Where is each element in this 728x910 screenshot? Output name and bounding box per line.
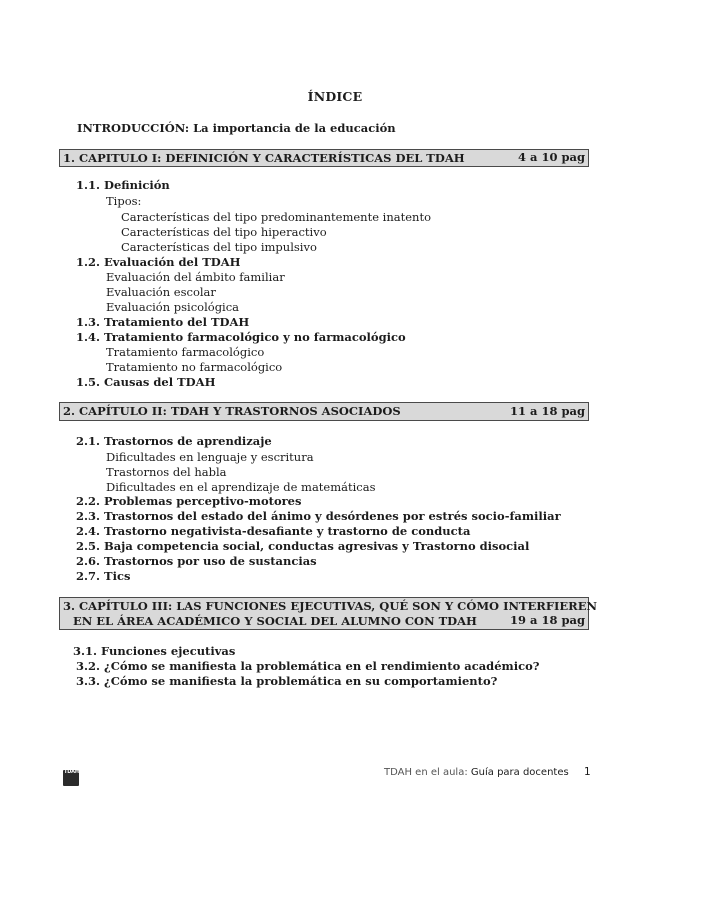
subitem-lenguaje-escritura: Dificultades en lenguaje y escritura — [106, 450, 314, 464]
chapter-2-title: 2. CAPÍTULO II: TDAH Y TRASTORNOS ASOCIADOS — [63, 404, 401, 418]
footer-prefix: TDAH en el aula: — [384, 767, 468, 778]
chapter-3-pages: 19 a 18 pag — [509, 613, 585, 627]
chapter-3-header — [59, 597, 597, 630]
section-1-3: 1.3. Tratamiento del TDAH — [76, 315, 250, 329]
subitem-matematicas: Dificultades en el aprendizaje de matemáticas — [106, 480, 376, 494]
subitem-trastornos-habla: Trastornos del habla — [106, 465, 227, 479]
chapter-2-header — [59, 402, 589, 421]
subitem-evaluacion-psicologica: Evaluación psicológica — [106, 300, 240, 314]
page-title: ÍNDICE — [307, 89, 363, 104]
subitem-evaluacion-familiar: Evaluación del ámbito familiar — [106, 270, 285, 284]
section-1-4: 1.4. Tratamiento farmacológico y no farmacológico — [76, 330, 406, 344]
introduction-entry: INTRODUCCIÓN: La importancia de la educación — [77, 121, 396, 135]
section-2-3: 2.3. Trastornos del estado del ánimo y desórdenes por estrés socio-familiar — [76, 509, 561, 523]
subitem-evaluacion-escolar: Evaluación escolar — [106, 285, 216, 299]
subitem-impulsivo: Características del tipo impulsivo — [121, 240, 317, 254]
section-2-1: 2.1. Trastornos de aprendizaje — [76, 434, 272, 448]
section-1-2: 1.2. Evaluación del TDAH — [76, 255, 241, 269]
chapter-3-title-line-1: 3. CAPÍTULO III: LAS FUNCIONES EJECUTIVAS, QUÉ SON Y CÓMO INTERFIEREN — [63, 599, 597, 613]
section-2-2: 2.2. Problemas perceptivo-motores — [76, 494, 302, 508]
chapter-1-header — [59, 149, 589, 167]
section-3-3: 3.3. ¿Cómo se manifiesta la problemática en su comportamiento? — [76, 674, 498, 688]
page-number: 1 — [584, 766, 591, 778]
section-1-5: 1.5. Causas del TDAH — [76, 375, 216, 389]
subitem-tipos: Tipos: — [106, 194, 142, 208]
section-2-6: 2.6. Trastornos por uso de sustancias — [76, 554, 317, 568]
subitem-tratamiento-farmacologico: Tratamiento farmacológico — [106, 345, 265, 359]
section-1-1: 1.1. Definición — [76, 178, 170, 192]
section-2-5: 2.5. Baja competencia social, conductas agresivas y Trastorno disocial — [76, 539, 530, 553]
section-2-4: 2.4. Trastorno negativista-desafiante y trastorno de conducta — [76, 524, 471, 538]
section-3-2: 3.2. ¿Cómo se manifiesta la problemática en el rendimiento académico? — [76, 659, 540, 673]
footer-guide-text — [384, 767, 569, 778]
chapter-1-title: 1. CAPITULO I: DEFINICIÓN Y CARACTERÍSTICAS DEL TDAH — [63, 151, 465, 165]
section-3-1: 3.1. Funciones ejecutivas — [73, 644, 236, 658]
tdah-logo-icon: TDAH — [63, 770, 79, 786]
footer-guide: Guía para docentes — [470, 767, 569, 778]
chapter-2-pages: 11 a 18 pag — [509, 404, 585, 418]
subitem-hiperactivo: Características del tipo hiperactivo — [121, 225, 327, 239]
chapter-1-pages: 4 a 10 pag — [517, 150, 585, 164]
subitem-tratamiento-no-farmacologico: Tratamiento no farmacológico — [106, 360, 283, 374]
subitem-inatento: Características del tipo predominantemente inatento — [121, 210, 431, 224]
section-2-7: 2.7. Tics — [76, 569, 131, 583]
chapter-3-title-line-2: EN EL ÁREA ACADÉMICO Y SOCIAL DEL ALUMNO CON TDAH — [73, 614, 477, 628]
